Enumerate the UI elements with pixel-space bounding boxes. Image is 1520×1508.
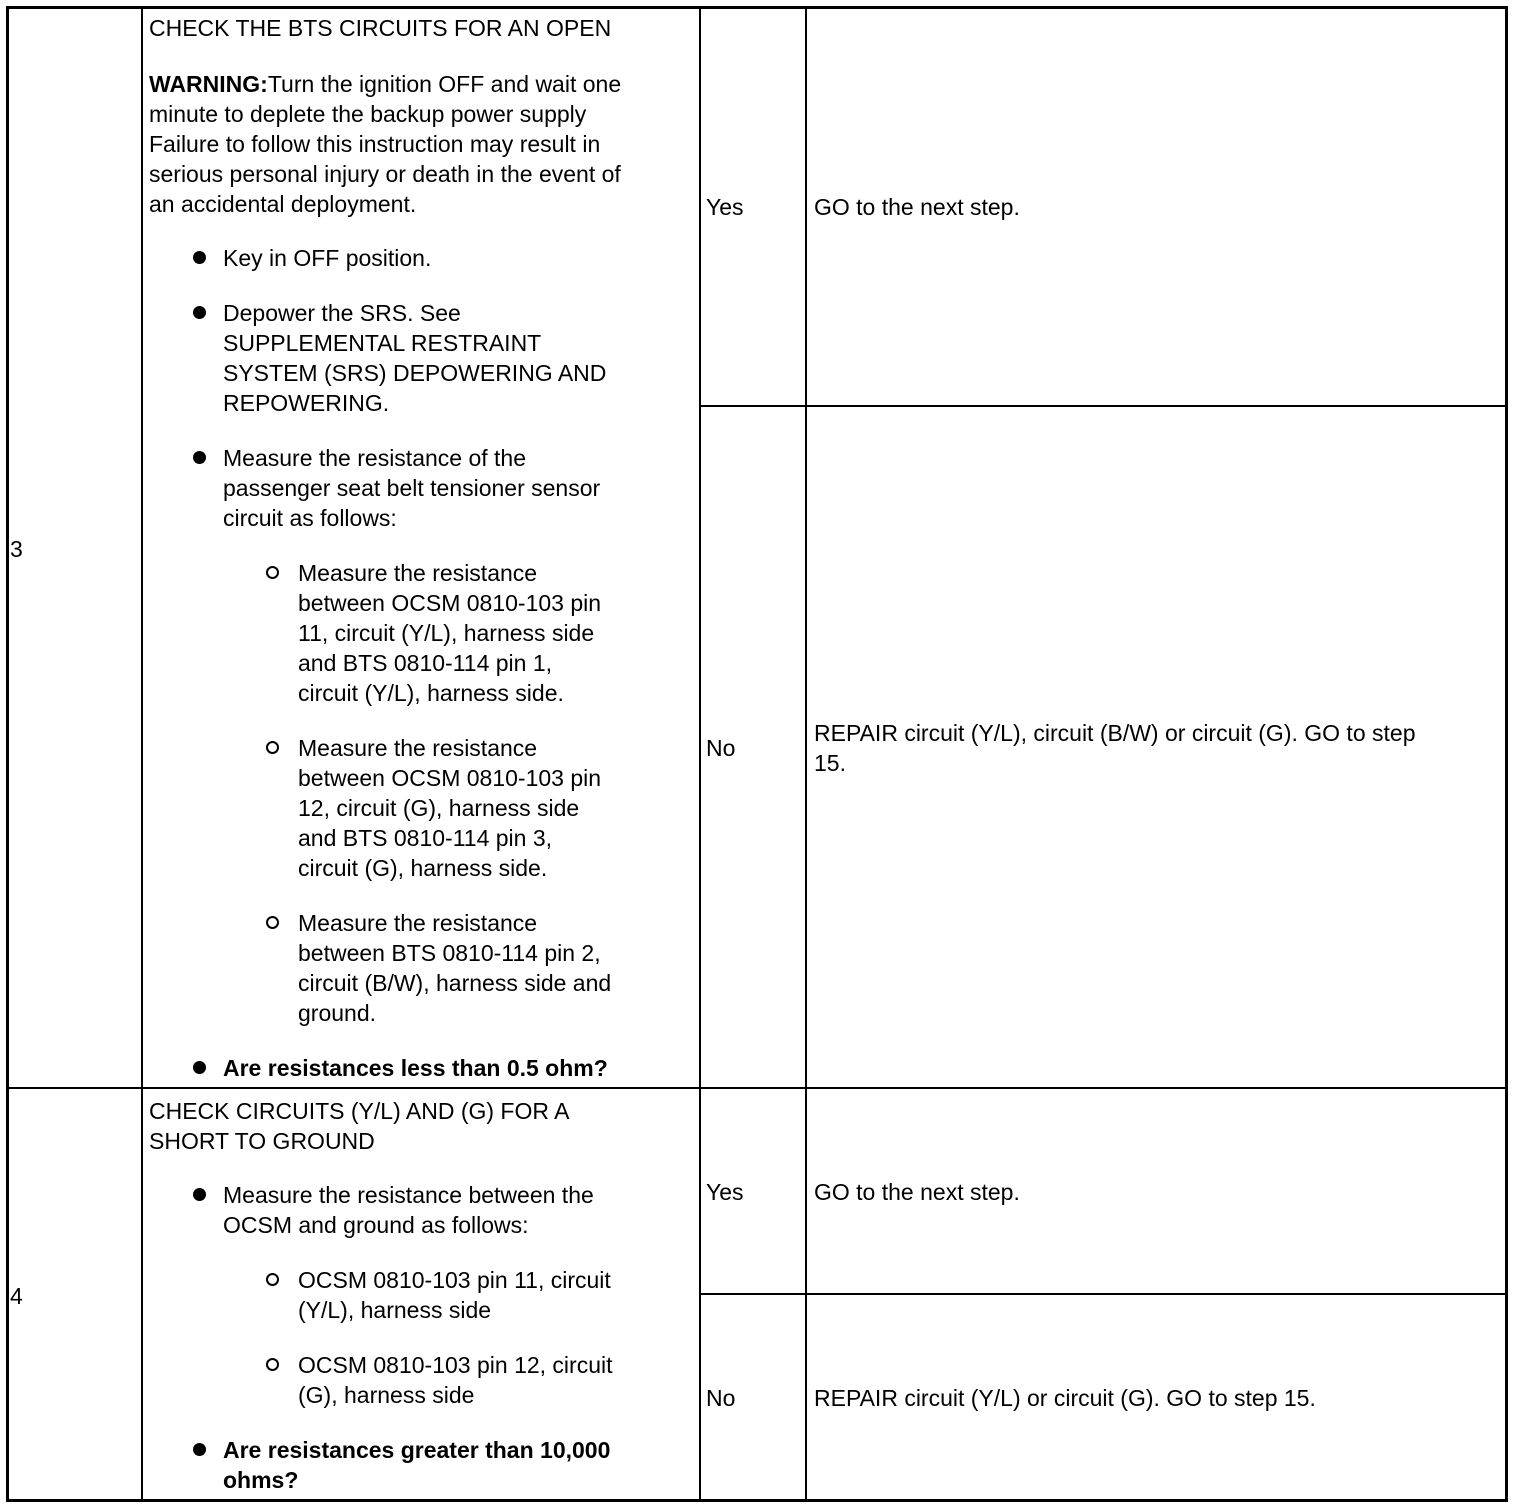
column-divider-action [699,6,701,1502]
sub-bullet-text: OCSM 0810-103 pin 12, circuit [298,1352,613,1378]
warning-text: minute to deplete the backup power supply [149,101,587,127]
bullet-icon [193,251,206,264]
sub-bullet-icon [266,1358,279,1371]
step-number: 3 [10,536,23,562]
sub-bullet-text: between OCSM 0810-103 pin [298,765,602,791]
sub-bullet-icon [266,566,279,579]
bullet-text: SUPPLEMENTAL RESTRAINT [223,330,542,356]
warning-text: an accidental deployment. [149,191,417,217]
sub-bullet-text: circuit (Y/L), harness side. [298,680,564,706]
bullet-text: Measure the resistance of the [223,445,526,471]
answer-no-label: No [706,735,736,761]
bullet-icon [193,1443,206,1456]
bullet-text: REPOWERING. [223,390,390,416]
sub-bullet-text: circuit (G), harness side. [298,855,548,881]
sub-bullet-icon [266,916,279,929]
column-divider-step [141,6,143,1502]
step-question: Are resistances greater than 10,000 [223,1437,611,1463]
column-divider-answer [805,6,807,1502]
bullet-icon [193,451,206,464]
answer-divider-step3 [699,405,1508,407]
sub-bullet-text: between BTS 0810-114 pin 2, [298,940,601,966]
sub-bullet-icon [266,741,279,754]
sub-bullet-text: Measure the resistance [298,735,538,761]
bullet-text: Measure the resistance between the [223,1182,594,1208]
answer-yes-label: Yes [706,194,744,220]
step-number: 4 [10,1283,23,1309]
step-title: CHECK THE BTS CIRCUITS FOR AN OPEN [149,15,612,41]
sub-bullet-text: (Y/L), harness side [298,1297,492,1323]
answer-yes-label: Yes [706,1179,744,1205]
answer-no-label: No [706,1385,736,1411]
sub-bullet-text: Measure the resistance [298,560,538,586]
step-question: Are resistances less than 0.5 ohm? [223,1055,608,1081]
warning-text: serious personal injury or death in the event of [149,161,621,187]
bullet-text: Key in OFF position. [223,245,432,271]
sub-bullet-text: and BTS 0810-114 pin 1, [298,650,553,676]
bullet-text: Depower the SRS. See [223,300,461,326]
sub-bullet-text: between OCSM 0810-103 pin [298,590,602,616]
sub-bullet-text: 12, circuit (G), harness side [298,795,580,821]
bullet-icon [193,1061,206,1074]
sub-bullet-icon [266,1273,279,1286]
answer-no-action: REPAIR circuit (Y/L), circuit (B/W) or circuit (G). GO to step [814,720,1416,746]
step-title: CHECK CIRCUITS (Y/L) AND (G) FOR A [149,1098,570,1124]
bullet-text: OCSM and ground as follows: [223,1212,529,1238]
sub-bullet-text: ground. [298,1000,377,1026]
bullet-text: circuit as follows: [223,505,397,531]
bullet-icon [193,306,206,319]
step-title: SHORT TO GROUND [149,1128,375,1154]
diagnostic-table [6,6,1508,1502]
sub-bullet-text: OCSM 0810-103 pin 11, circuit [298,1267,611,1293]
row-divider [6,1087,1508,1089]
sub-bullet-text: 11, circuit (Y/L), harness side [298,620,595,646]
answer-no-action: 15. [814,750,846,776]
warning-text: Failure to follow this instruction may result in [149,131,601,157]
step-question: ohms? [223,1467,299,1493]
sub-bullet-text: circuit (B/W), harness side and [298,970,612,996]
sub-bullet-text: (G), harness side [298,1382,475,1408]
answer-divider-step4 [699,1293,1508,1295]
bullet-icon [193,1188,206,1201]
bullet-text: passenger seat belt tensioner sensor [223,475,601,501]
sub-bullet-text: and BTS 0810-114 pin 3, [298,825,553,851]
bullet-text: SYSTEM (SRS) DEPOWERING AND [223,360,607,386]
sub-bullet-text: Measure the resistance [298,910,538,936]
warning-text: Turn the ignition OFF and wait one [267,71,622,97]
warning-label: WARNING: [149,71,268,97]
answer-no-action: REPAIR circuit (Y/L) or circuit (G). GO to step 15. [814,1385,1316,1411]
answer-yes-action: GO to the next step. [814,194,1020,220]
answer-yes-action: GO to the next step. [814,1179,1020,1205]
